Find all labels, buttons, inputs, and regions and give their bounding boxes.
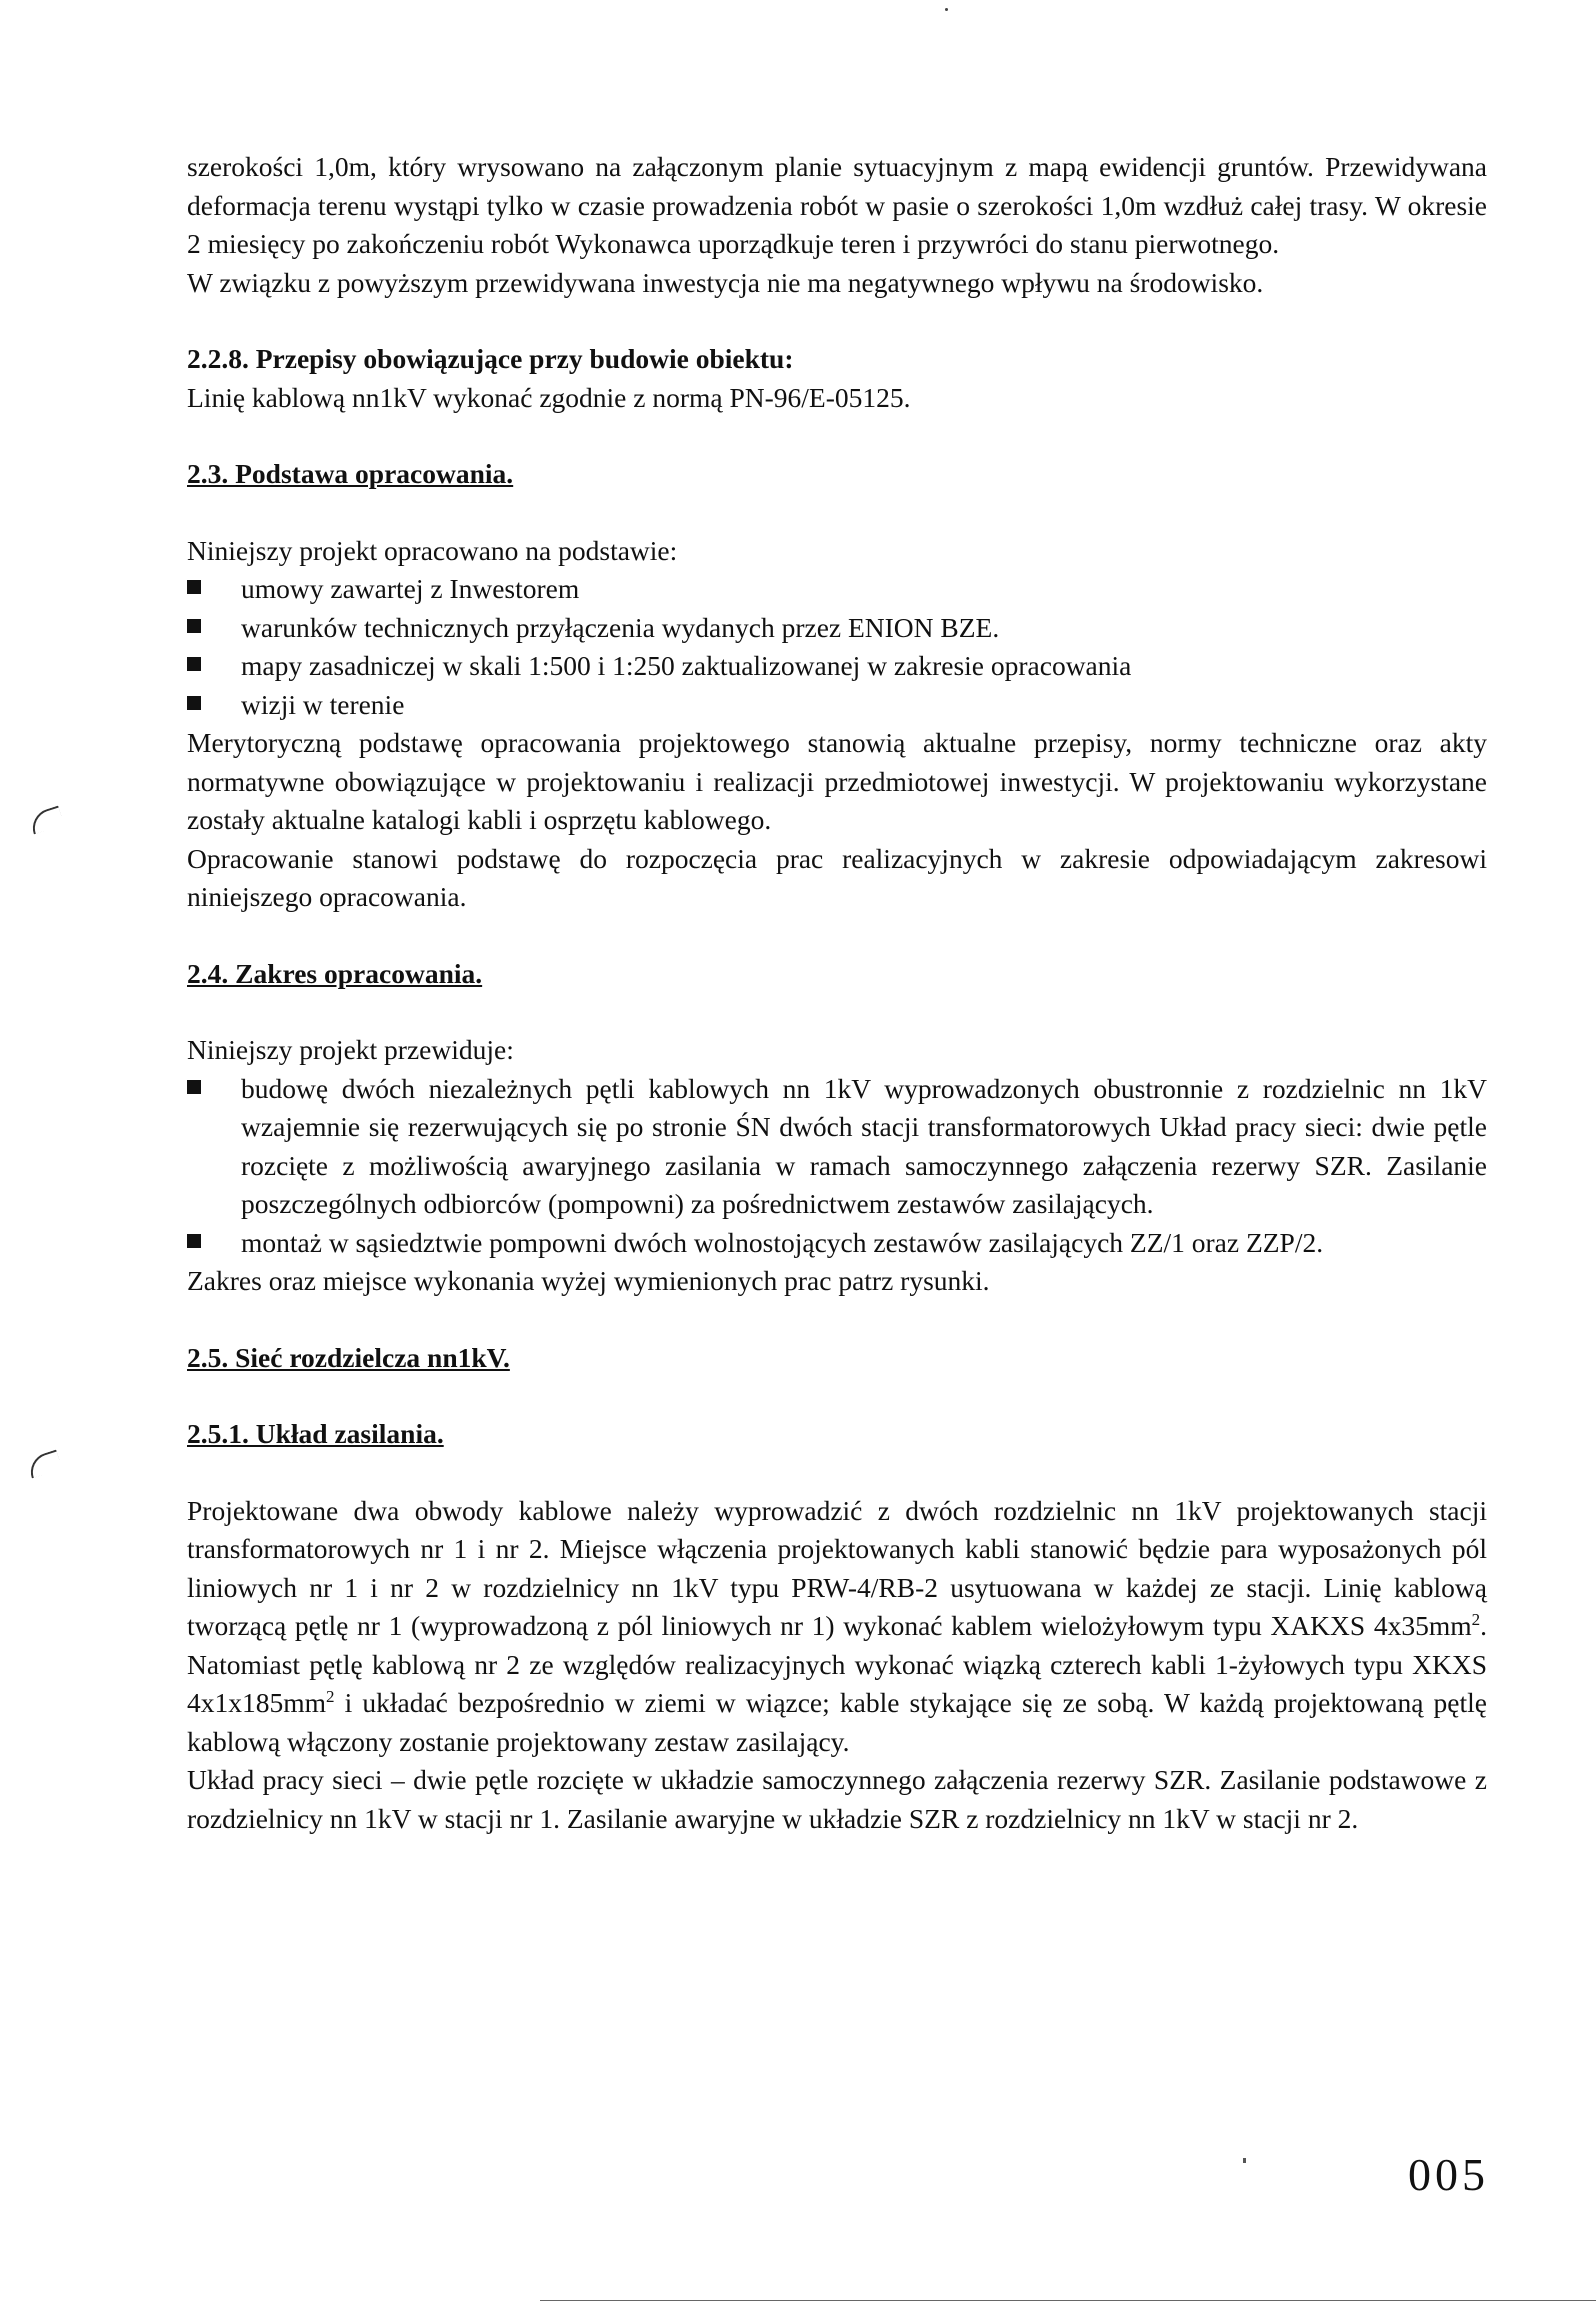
- margin-pen-mark: [26, 1450, 63, 1479]
- list-item: mapy zasadniczej w skali 1:500 i 1:250 zaktualizowanej w zakresie opracowania: [187, 647, 1487, 686]
- section-2-4-outro: Zakres oraz miejsce wykonania wyżej wymienionych prac patrz rysunki.: [187, 1265, 990, 1296]
- section-2-3-paragraph-2: Opracowanie stanowi podstawę do rozpoczęcia prac realizacyjnych w zakresie odpowiadającym zakresowi niniejszego opracowania.: [187, 842, 1487, 912]
- section-2-3-list: [187, 570, 1487, 724]
- page-number: 005: [1408, 2149, 1489, 2200]
- section-2-5-heading: 2.5. Sieć rozdzielcza nn1kV.: [187, 1341, 510, 1373]
- scan-speck: [945, 8, 948, 11]
- list-item: umowy zawartej z Inwestorem: [187, 570, 1487, 609]
- bullet-square-icon: [187, 619, 201, 633]
- section-2-4-intro: Niniejszy projekt przewiduje:: [187, 1034, 514, 1065]
- page-content: [187, 148, 1487, 1838]
- section-2-3-intro: Niniejszy projekt opracowano na podstawie:: [187, 534, 678, 566]
- list-item: montaż w sąsiedztwie pompowni dwóch wolnostojących zestawów zasilających ZZ/1 oraz ZZP/2.: [187, 1224, 1487, 1263]
- intro-paragraph-2: W związku z powyższym przewidywana inwestycja nie ma negatywnego wpływu na środowisko.: [187, 266, 1264, 298]
- bullet-square-icon: [187, 1080, 201, 1094]
- section-2-2-8-text: Linię kablową nn1kV wykonać zgodnie z normą PN-96/E-05125.: [187, 381, 911, 413]
- list-item: warunków technicznych przyłączenia wydanych przez ENION BZE.: [187, 609, 1487, 648]
- section-2-4-heading: 2.4. Zakres opracowania.: [187, 957, 483, 989]
- bullet-square-icon: [187, 580, 201, 594]
- section-2-3-paragraph-1: Merytoryczną podstawę opracowania projektowego stanowią aktualne przepisy, normy techniczne oraz akty normatywne obowiązujące w projektowaniu i realizacji przedmiotowej inwestycji. W projektowaniu wykorzystane zostały aktualne katalogi kabli i osprzętu kablowego.: [187, 727, 1487, 835]
- list-item: wizji w terenie: [187, 686, 1487, 725]
- section-2-2-8-heading: 2.2.8. Przepisy obowiązujące przy budowie obiektu:: [187, 343, 794, 374]
- section-2-3-heading: 2.3. Podstawa opracowania.: [187, 458, 514, 489]
- bullet-square-icon: [187, 696, 201, 710]
- scan-speck: [1243, 2158, 1246, 2163]
- margin-pen-mark: [28, 806, 65, 835]
- section-2-5-1-heading: 2.5.1. Układ zasilania.: [187, 1418, 444, 1449]
- list-item: budowę dwóch niezależnych pętli kablowych nn 1kV wyprowadzonych obustronnie z rozdzielnic nn 1kV wzajemnie się rezerwujących się po stronie ŚN dwóch stacji transformatorowych Układ pracy sieci: dwie pętle rozcięte z możliwością awaryjnego zasilania w ramach samoczynnego załączenia rezerwy SZR. Zasilanie poszczególnych odbiorców (pompowni) za pośrednictwem zestawów zasilających.: [187, 1070, 1487, 1224]
- intro-paragraph-1: szerokości 1,0m, który wrysowano na załączonym planie sytuacyjnym z mapą ewidencji gruntów. Przewidywana deformacja terenu wystąpi tylko w czasie prowadzenia robót w pasie o szerokości 1,0m wzdłuż całej trasy. W okresie 2 miesięcy po zakończeniu robót Wykonawca uporządkuje teren i przywróci do stanu pierwotnego.: [187, 151, 1487, 259]
- section-2-5-1-paragraph-1: Projektowane dwa obwody kablowe należy wyprowadzić z dwóch rozdzielnic nn 1kV projektowanych stacji transformatorowych nr 1 i nr 2. Miejsce włączenia projektowanych kabli stanowić będzie para wyposażonych pól liniowych nr 1 i nr 2 w rozdzielnicy nn 1kV typu PRW-4/RB-2 usytuowana w każdej ze stacji. Linię kablową tworzącą pętlę nr 1 (wyprowadzoną z pól liniowych nr 1) wykonać kablem wielożyłowym typu XAKXS $4x35mm^2$. Natomiast pętlę kablową nr 2 ze względów realizacyjnych wykonać wiązką czterech kabli 1-żyłowych typu XKXS $4x1x185mm^2$ i układać bezpośrednio w ziemi w wiązce; kable stykające się ze sobą. W każdą projektowaną pętlę kablową włączony zostanie projektowany zestaw zasilający.: [187, 1494, 1487, 1757]
- bullet-square-icon: [187, 1234, 201, 1248]
- section-2-5-1-paragraph-2: Układ pracy sieci – dwie pętle rozcięte w układzie samoczynnego załączenia rezerwy SZR. Zasilanie podstawowe z rozdzielnicy nn 1kV w stacji nr 1. Zasilanie awaryjne w układzie SZR z rozdzielnicy nn 1kV w stacji nr 2.: [187, 1764, 1487, 1834]
- section-2-4-list: [187, 1070, 1487, 1263]
- bottom-edge-line: [540, 2300, 1596, 2301]
- bullet-square-icon: [187, 657, 201, 671]
